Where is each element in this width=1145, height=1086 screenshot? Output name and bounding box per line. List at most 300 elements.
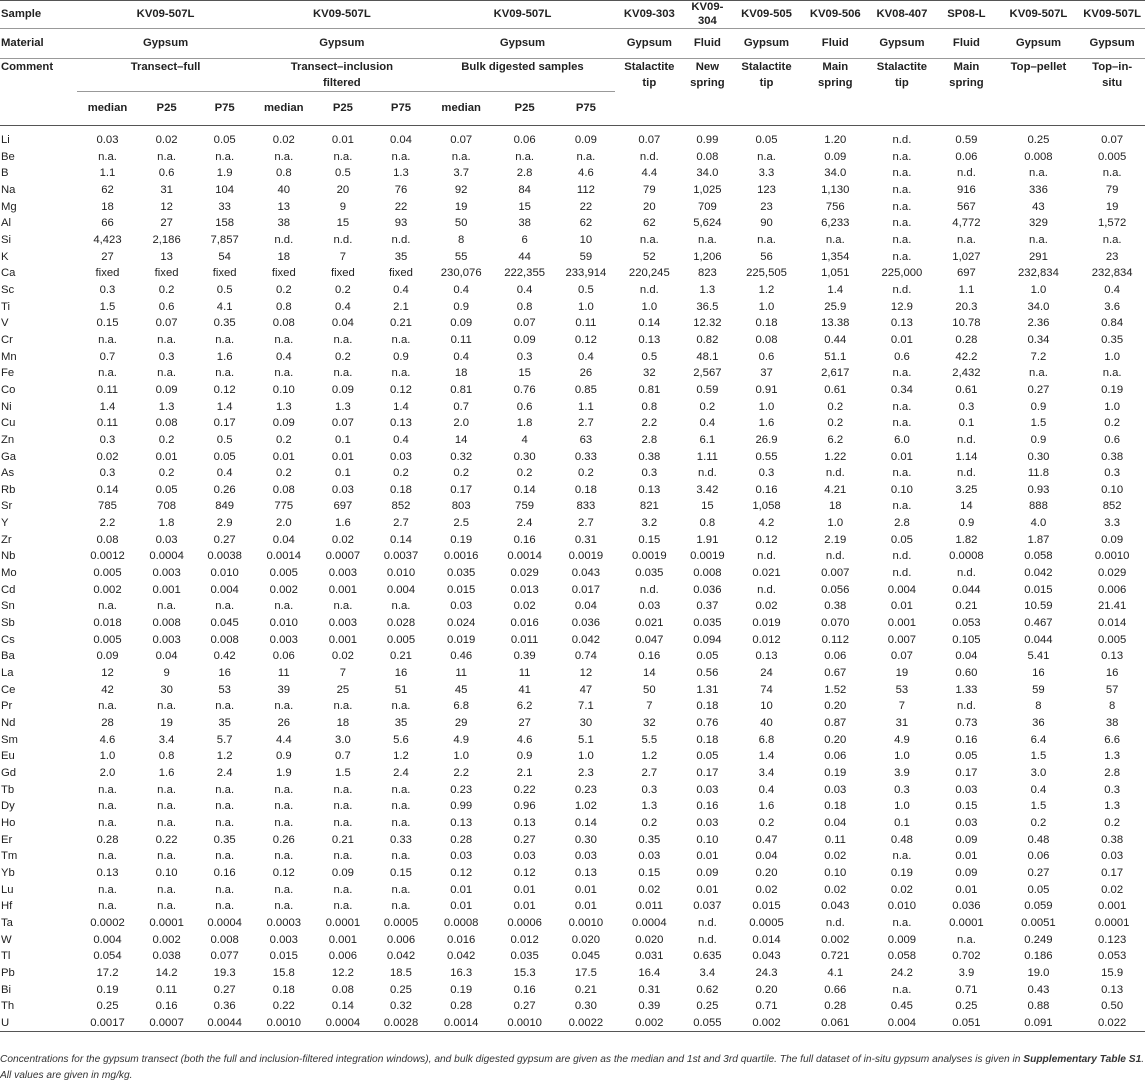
table-row [0,482,1145,499]
value-cell: 1.31 [696,683,719,696]
value-cell: 0.0001 [1094,916,1130,929]
value-cell: 42.2 [955,350,978,363]
value-cell: 0.91 [755,383,778,396]
value-cell: 1.3 [393,167,409,180]
value-cell: 0.04 [272,533,295,546]
value-cell: 3.6 [1104,300,1120,313]
value-cell: 0.5 [578,283,594,296]
value-cell: 0.018 [93,617,122,630]
table-row [0,548,1145,565]
table-row [0,932,1145,949]
value-cell: 0.2 [699,400,716,413]
value-cell: n.a. [215,783,235,796]
value-cell: 0.002 [821,933,850,946]
value-cell: 0.008 [1024,150,1053,163]
value-cell: n.a. [892,367,912,380]
value-cell: 0.016 [510,617,539,630]
element-label: Hf [1,900,13,913]
value-cell: 0.020 [635,933,664,946]
value-cell: 0.002 [93,583,122,596]
element-label: Er [1,833,13,846]
value-cell: 23 [760,200,773,213]
caption-text-end: . All values are given in mg/kg. [0,1054,1145,1081]
value-cell: 0.02 [96,450,119,463]
value-cell: 0.0019 [568,550,604,563]
value-cell: fixed [154,267,179,280]
value-cell: 12.32 [693,317,722,330]
value-cell: n.a. [957,933,976,946]
element-label: K [1,250,9,263]
value-cell: 44 [518,250,531,263]
value-cell: 0.0051 [1021,916,1056,929]
value-cell: 0.07 [1101,134,1124,147]
value-cell: 3.4 [158,733,175,746]
sample-name: KV09-507L [136,8,195,20]
value-cell: n.a. [333,900,353,913]
table-row [0,199,1145,216]
value-cell: 0.009 [887,933,917,946]
value-cell: 14 [454,433,468,446]
value-cell: 2.0 [453,417,470,430]
supplementary-link[interactable]: Supplementary Table S1 [1023,1054,1142,1065]
value-cell: 0.16 [155,1000,178,1013]
value-cell: 1.9 [275,766,292,779]
value-cell: 0.005 [1098,150,1127,163]
value-cell: 9 [339,200,347,213]
value-cell: 11.8 [1027,467,1050,480]
value-cell: 3.42 [696,483,719,496]
value-cell: 59 [579,250,593,263]
value-cell: n.a. [957,233,976,246]
value-cell: 0.029 [1098,567,1127,580]
value-cell: 0.43 [1027,983,1050,996]
value-cell: 0.0010 [254,1015,314,1032]
value-cell: 0.467 [1024,617,1053,630]
value-cell: 0.008 [152,617,181,630]
element-label: Bi [1,983,12,996]
value-cell: n.a. [391,800,411,813]
value-cell: 0.50 [1101,1000,1124,1013]
value-cell: 0.82 [696,333,719,346]
value-cell: 2.7 [393,517,409,530]
value-cell: 0.0012 [90,550,125,563]
value-cell: n.a. [98,850,117,863]
value-cell: 1.14 [955,450,978,463]
element-label: Mo [1,567,17,580]
material-header-row [0,29,1145,59]
value-cell: 0.005 [1098,633,1127,646]
value-cell: 1.5 [335,766,351,779]
value-cell: n.a. [333,800,353,813]
value-cell: n.d. [825,467,845,480]
value-cell: 0.76 [696,717,719,729]
value-cell: 0.09 [450,317,473,330]
value-cell: 0.045 [571,950,601,963]
value-cell: 1.8 [516,417,533,430]
value-cell: 51.1 [824,350,847,363]
value-cell: n.d. [639,583,659,596]
value-cell: 0.22 [272,1000,295,1013]
value-cell: 0.035 [693,617,722,630]
value-cell: 1.0 [99,750,116,763]
value-cell: 0.21 [389,650,412,663]
value-cell: 32 [643,367,656,380]
value-cell: 0.13 [638,483,661,496]
value-cell: 63 [579,433,593,446]
value-cell: n.a. [892,500,912,513]
stat-cell: P75 [372,92,430,126]
value-cell: 0.004 [869,1015,936,1032]
value-cell: n.d. [274,233,294,246]
value-cell: 2.0 [99,766,116,779]
value-cell: 0.8 [275,300,292,313]
value-cell: 0.10 [1101,483,1124,496]
value-cell: 123 [757,184,776,196]
value-cell: 14.2 [155,966,178,979]
element-label: Pb [1,966,15,979]
sample-name: KV08-407 [876,8,928,20]
value-cell: 0.0006 [507,916,542,929]
value-cell: 3.2 [641,517,658,530]
value-cell: 0.15 [955,800,978,813]
value-cell: 0.1 [894,816,910,829]
value-cell: 1.3 [1104,750,1120,763]
value-cell: 0.20 [755,983,778,996]
value-cell: n.a. [757,233,776,246]
value-cell: n.a. [1102,233,1122,246]
value-cell: n.a. [391,150,411,163]
value-cell: 0.013 [510,583,539,596]
value-cell: 0.01 [574,883,597,896]
value-cell: n.a. [215,333,235,346]
value-cell: n.a. [333,367,353,380]
comment-text: Stalactite tip [876,61,928,89]
value-cell: 0.3 [158,350,175,363]
value-cell: n.a. [98,783,117,796]
value-cell: 62 [643,217,656,230]
value-cell: 2.2 [641,417,658,430]
value-cell: 4.0 [1030,517,1047,530]
value-cell: 0.004 [386,583,416,596]
value-cell: 0.003 [328,567,358,580]
value-cell: 0.09 [155,383,178,396]
element-label: Sn [1,600,15,613]
value-cell: 0.1 [335,433,351,446]
value-cell: 18 [277,250,291,263]
value-cell: 0.16 [513,533,536,546]
element-label: Mn [1,350,17,363]
value-cell: 6.2 [827,433,844,446]
element-label: Tl [1,950,11,963]
value-cell: 8 [1035,700,1042,713]
value-cell: 0.16 [696,800,719,813]
value-cell: n.a. [576,150,596,163]
value-cell: 0.46 [450,650,473,663]
value-cell: 0.029 [510,567,539,580]
value-cell: 709 [697,200,717,213]
table-row [0,382,1145,399]
value-cell: 1.6 [335,517,351,530]
element-label: Cs [1,633,15,646]
value-cell: 17.5 [574,966,597,979]
value-cell: 1.1 [99,167,116,180]
value-cell: n.a. [1029,367,1048,380]
value-cell: 0.08 [696,150,719,163]
value-cell: 0.6 [894,350,910,363]
element-label: Na [1,184,16,196]
value-cell: 0.4 [758,783,775,796]
value-cell: 0.07 [155,317,178,330]
table-row [0,615,1145,632]
value-cell: 0.702 [952,950,981,963]
element-label: W [1,933,12,946]
value-cell: 0.71 [755,1000,778,1013]
value-cell: 28 [101,717,114,729]
value-cell: n.d. [391,233,411,246]
value-cell: 0.0002 [90,916,125,929]
value-cell: 40 [760,717,773,729]
value-cell: 0.33 [389,833,412,846]
value-cell: 0.015 [752,900,781,913]
comment-text-top-in-situ: Top–in-situ [1092,61,1133,89]
value-cell: 0.84 [1101,317,1124,330]
value-cell: 1.0 [578,750,594,763]
value-cell: 0.48 [890,833,913,846]
value-cell: 1.0 [453,750,470,763]
value-cell: n.a. [157,783,177,796]
value-cell: 0.037 [693,900,722,913]
value-cell: 0.08 [331,983,354,996]
value-cell: 62 [101,184,114,196]
value-cell: n.a. [215,800,235,813]
value-cell: 0.2 [1104,417,1120,430]
table-row [0,149,1145,166]
value-cell: 0.035 [510,950,539,963]
value-cell: 74 [760,683,773,696]
value-cell: 0.010 [210,567,239,580]
value-cell: 0.4 [453,283,470,296]
value-cell: 0.09 [1101,533,1124,546]
value-cell: 0.9 [1030,433,1047,446]
value-cell: 0.4 [1104,283,1120,296]
stat-cell: median [77,92,137,126]
table-row [0,349,1145,366]
element-label: Y [1,517,9,530]
value-cell: 1.02 [574,800,597,813]
value-cell: 0.09 [955,833,978,846]
value-cell: 26 [277,717,291,729]
element-label: Li [1,134,10,147]
empty-cell [869,92,936,126]
value-cell: 0.18 [389,483,412,496]
value-cell: 84 [518,184,531,196]
value-cell: 0.007 [821,567,850,580]
value-cell: 0.5 [216,283,233,296]
value-cell: 0.008 [693,567,722,580]
stat-cell: P25 [138,92,196,126]
value-cell: 10 [579,233,593,246]
value-cell: 0.20 [755,866,778,879]
value-cell: n.a. [274,900,294,913]
value-cell: 0.0022 [557,1015,615,1032]
value-cell: 1.1 [958,283,975,296]
value-cell: 1,130 [821,184,850,196]
value-cell: 1.6 [158,766,175,779]
value-cell: 0.08 [272,317,295,330]
value-cell: 30 [160,683,173,696]
table-row [0,215,1145,232]
value-cell: 0.010 [887,900,917,913]
value-cell: 13 [160,250,173,263]
value-cell: 7,857 [210,233,239,246]
value-cell: 0.005 [93,633,122,646]
value-cell: 0.62 [696,983,719,996]
value-cell: n.a. [215,150,235,163]
value-cell: 0.0028 [372,1015,430,1032]
value-cell: 233,914 [565,267,607,280]
value-cell: 0.08 [755,333,778,346]
value-cell: 5.41 [1027,650,1050,663]
value-cell: 26 [579,367,593,380]
value-cell: 1.4 [393,400,409,413]
table-row [0,865,1145,882]
value-cell: 0.07 [638,134,661,147]
value-cell: 708 [157,500,177,513]
element-label: Ce [1,683,16,696]
value-cell: 0.61 [955,383,978,396]
value-cell: 0.31 [574,533,597,546]
value-cell: n.a. [274,150,294,163]
value-cell: n.a. [333,333,353,346]
value-cell: 3.0 [1030,766,1047,779]
value-cell: n.a. [333,816,353,829]
value-cell: 0.0008 [949,550,984,563]
value-cell: 40 [277,184,291,196]
caption-text: Concentrations for the gypsum transect (both the full and inclusion-filtered integration windows), and bulk digested gypsum are given as the median and 1st and 3rd quartile. The full dataset of in-situ gypsum analyses is given in [0,1054,1021,1065]
value-cell: 0.045 [210,617,239,630]
comment-text: Main spring [949,61,984,89]
value-cell: 2.4 [393,766,409,779]
value-cell: 0.002 [152,933,181,946]
element-label: Fe [1,367,15,380]
value-cell: 0.022 [1079,1015,1145,1032]
value-cell: 36 [1032,717,1045,729]
sample-name: KV09-506 [809,8,861,20]
value-cell: 0.015 [269,950,298,963]
value-cell: 0.008 [210,933,239,946]
value-cell: 0.006 [386,933,416,946]
value-cell: 0.04 [155,650,178,663]
value-cell: 0.35 [213,833,236,846]
value-cell: 916 [956,184,976,196]
value-cell: 0.13 [1101,650,1124,663]
value-cell: 20.3 [955,300,978,313]
element-label: Ca [1,267,16,280]
value-cell: 4.1 [827,966,844,979]
material-cell: Gypsum [998,29,1080,59]
value-cell: 0.9 [453,300,470,313]
value-cell: n.a. [157,883,177,896]
value-cell: n.a. [391,367,411,380]
value-cell: 0.001 [1098,900,1127,913]
value-cell: 0.2 [335,283,351,296]
value-cell: n.a. [157,800,177,813]
value-cell: 0.021 [752,567,781,580]
value-cell: 0.26 [213,483,236,496]
table-row [0,332,1145,349]
value-cell: 0.01 [450,900,473,913]
value-cell: n.a. [274,883,294,896]
value-cell: 0.76 [513,383,536,396]
value-cell: 16.3 [450,966,473,979]
value-cell: 0.04 [389,134,412,147]
value-cell: 0.635 [693,950,722,963]
value-cell: 0.27 [213,983,236,996]
value-cell: 0.003 [328,617,358,630]
value-cell: n.a. [157,900,177,913]
value-cell: 0.3 [958,400,975,413]
value-cell: 5.7 [216,733,233,746]
value-cell: 0.3 [99,283,116,296]
value-cell: 0.2 [758,816,775,829]
value-cell: 0.12 [272,866,295,879]
value-cell: 567 [956,200,976,213]
value-cell: 0.0016 [443,550,479,563]
value-cell: 0.002 [269,583,298,596]
value-cell: 12 [579,667,593,680]
value-cell: 4,772 [952,217,981,230]
value-cell: 0.88 [1027,1000,1050,1013]
value-cell: n.a. [98,367,117,380]
value-cell: n.a. [892,167,912,180]
value-cell: 0.6 [516,400,533,413]
value-cell: 0.13 [890,317,913,330]
value-cell: 1.2 [641,750,658,763]
value-cell: 112 [576,184,595,196]
value-cell: 232,834 [1091,267,1133,280]
value-cell: 0.043 [571,567,601,580]
value-cell: 23 [1105,250,1119,263]
value-cell: 0.06 [824,650,847,663]
value-cell: 15.9 [1101,966,1124,979]
element-label: Mg [1,200,17,213]
value-cell: 0.123 [1098,933,1127,946]
element-label: Sc [1,283,15,296]
value-cell: 0.058 [887,950,917,963]
value-cell: 0.005 [93,567,122,580]
value-cell: 0.04 [574,600,597,613]
element-label: Ho [1,816,16,829]
value-cell: 3.7 [453,167,470,180]
value-cell: 7.1 [578,700,594,713]
value-cell: 0.4 [453,350,470,363]
empty-cell [935,92,997,126]
value-cell: n.a. [892,184,912,196]
value-cell: 0.10 [696,833,719,846]
value-cell: n.a. [391,600,411,613]
value-cell: 45 [454,683,468,696]
value-cell: 1.3 [641,800,658,813]
table-row [0,232,1145,249]
value-cell: 0.13 [755,650,778,663]
value-cell: 18 [829,500,842,513]
value-cell: 0.0010 [492,1015,557,1032]
value-cell: 3.9 [958,966,975,979]
value-cell: 15 [518,367,531,380]
value-cell: 0.059 [1024,900,1053,913]
value-cell: 0.01 [155,450,178,463]
value-cell: n.d. [957,433,976,446]
